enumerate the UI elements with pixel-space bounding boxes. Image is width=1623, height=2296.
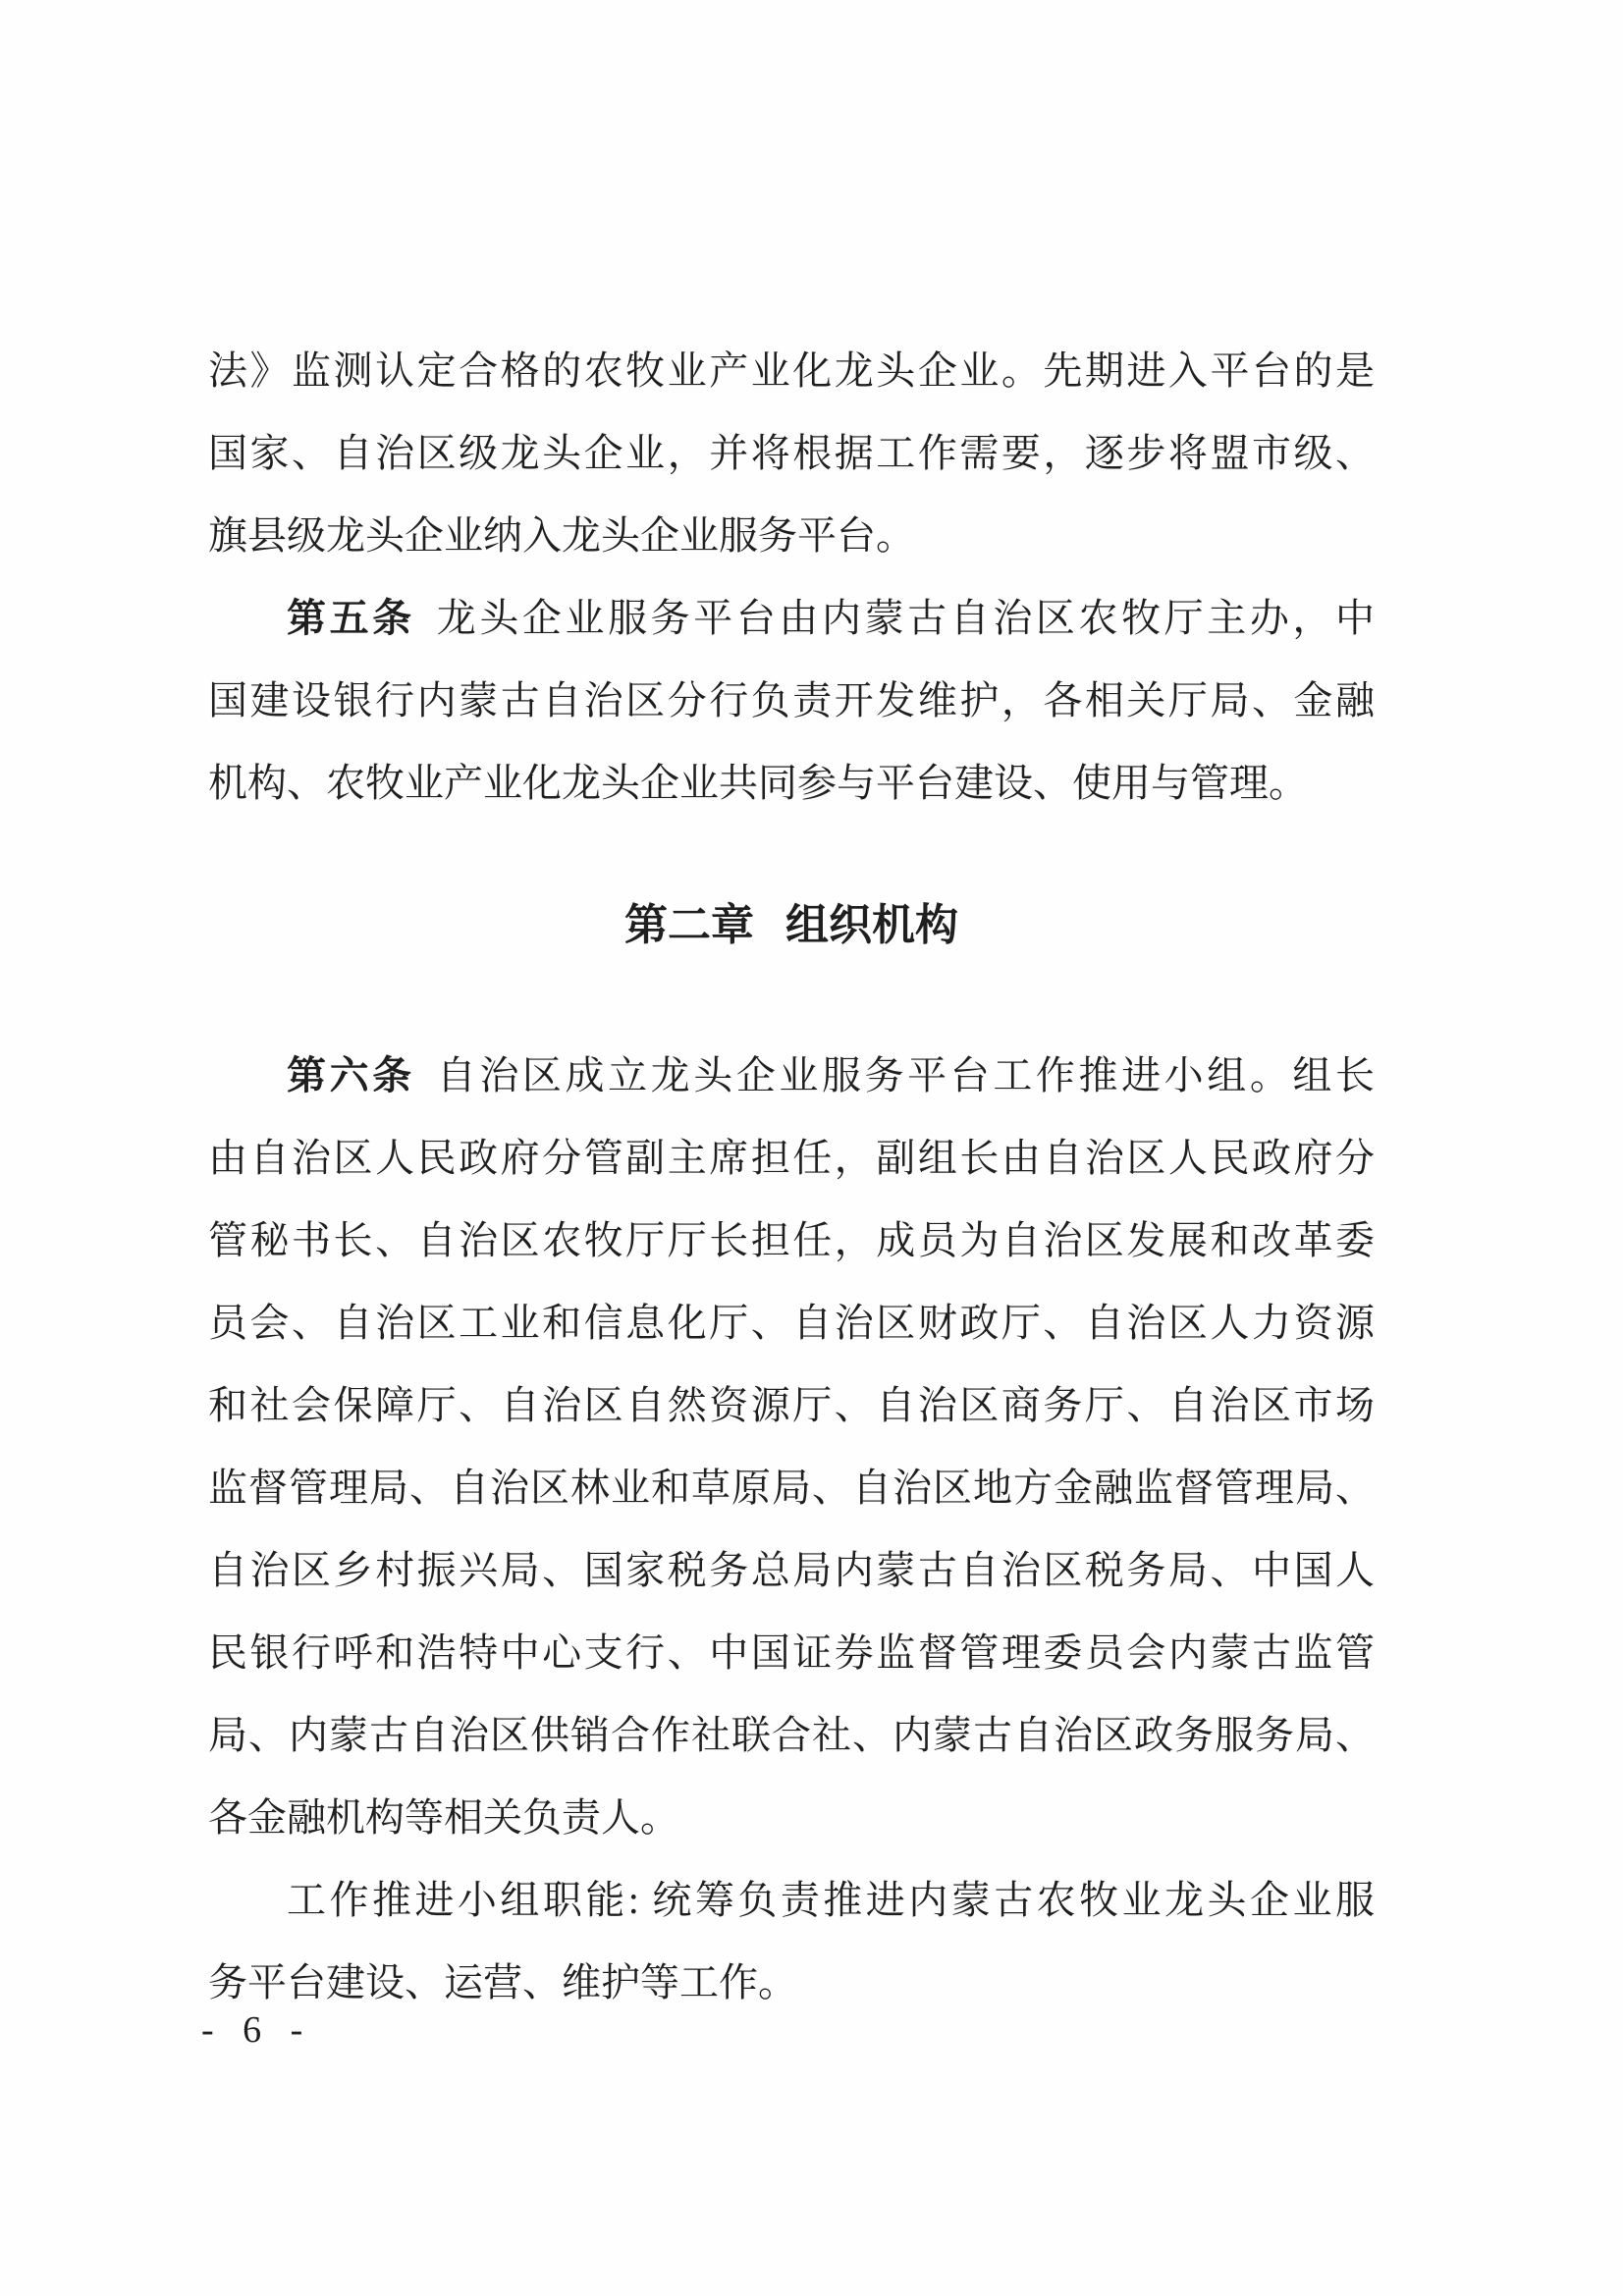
chapter-heading: 第二章 组织机构 (623, 901, 959, 949)
body-line: 管秘书长、自治区农牧厅厅长担任，成员为自治区发展和改革委 (208, 1218, 1375, 1262)
article-6-label: 第六条 (287, 1053, 415, 1097)
article-6-opening-line (208, 1035, 1375, 1117)
body-line: 国家、自治区级龙头企业，并将根据工作需要，逐步将盟市级、 (208, 431, 1375, 475)
body-line: 监督管理局、自治区林业和草原局、自治区地方金融监督管理局、 (208, 1466, 1375, 1510)
body-line: 各金融机构等相关负责人。 (208, 1795, 679, 1840)
body-line: 由自治区人民政府分管副主席担任，副组长由自治区人民政府分 (208, 1136, 1375, 1180)
body-line: 旗县级龙头企业纳入龙头企业服务平台。 (208, 513, 915, 558)
body-line: 员会、自治区工业和信息化厅、自治区财政厅、自治区人力资源 (208, 1301, 1375, 1345)
article-5-opening-text: 龙头企业服务平台由内蒙古自治区农牧厅主办，中 (436, 596, 1375, 640)
article-6 (208, 1035, 1375, 1859)
paragraph-duties (208, 1859, 1375, 2024)
body-line: 民银行呼和浩特中心支行、中国证券监督管理委员会内蒙古监管 (208, 1630, 1375, 1675)
body-line: 和社会保障厅、自治区自然资源厅、自治区商务厅、自治区市场 (208, 1383, 1375, 1427)
body-line: 自治区乡村振兴局、国家税务总局内蒙古自治区税务局、中国人 (208, 1548, 1375, 1592)
article-5-opening-line (208, 577, 1375, 660)
page-number: - 6 - (201, 2009, 313, 2051)
body-line: 务平台建设、运营、维护等工作。 (208, 1960, 797, 2004)
article-5-label: 第五条 (287, 596, 415, 640)
paragraph-intro (208, 330, 1375, 577)
body-line: 工作推进小组职能: 统筹负责推进内蒙古农牧业龙头企业服 (287, 1878, 1375, 1922)
body-line: 局、内蒙古自治区供销合作社联合社、内蒙古自治区政务服务局、 (208, 1713, 1375, 1757)
article-6-opening-text: 自治区成立龙头企业服务平台工作推进小组。组长 (436, 1053, 1375, 1097)
document-body (208, 330, 1375, 2024)
article-5 (208, 577, 1375, 825)
body-line: 机构、农牧业产业化龙头企业共同参与平台建设、使用与管理。 (208, 761, 1308, 805)
body-line: 法》监测认定合格的农牧业产业化龙头企业。先期进入平台的是 (208, 348, 1375, 393)
body-line: 国建设银行内蒙古自治区分行负责开发维护，各相关厅局、金融 (208, 678, 1375, 722)
